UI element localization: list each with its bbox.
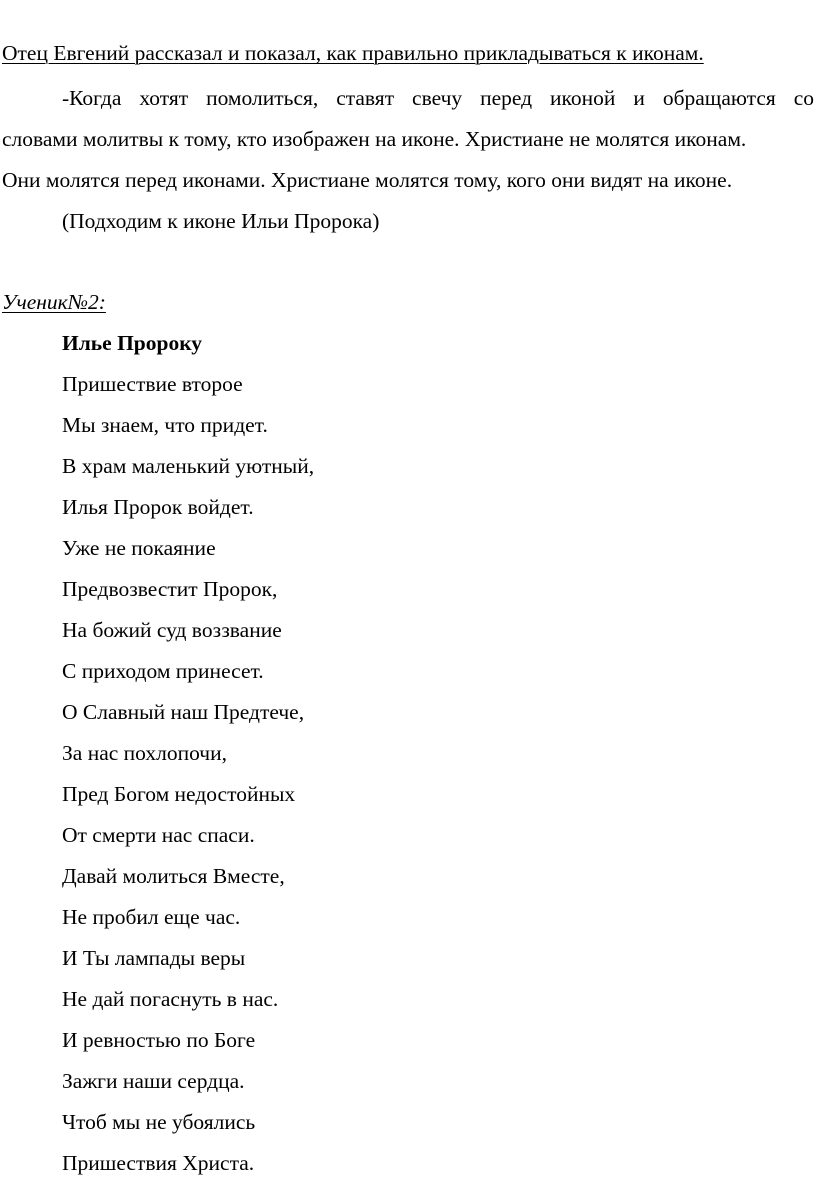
poem-line: С приходом принесет.	[62, 659, 264, 683]
poem-line: Давай молиться Вместе,	[62, 864, 285, 888]
poem-line: Не дай погаснуть в нас.	[62, 987, 279, 1011]
stage-direction: (Подходим к иконе Ильи Пророка)	[62, 209, 380, 233]
poem-line: В храм маленький уютный,	[62, 454, 315, 478]
speaker-label: Ученик№2:	[2, 290, 106, 314]
poem-line: Пред Богом недостойных	[62, 782, 296, 806]
poem-line: Не пробил еще час.	[62, 905, 241, 929]
poem-line: За нас похлопочи,	[62, 741, 227, 765]
poem-line: Мы знаем, что придет.	[62, 413, 268, 437]
poem-line: И Ты лампады веры	[62, 946, 246, 970]
poem-line: Зажги наши сердца.	[62, 1069, 245, 1093]
poem-line: От смерти нас спаси.	[62, 823, 255, 847]
speech-line-3: Они молятся перед иконами. Христиане молятся тому, кого они видят на иконе.	[2, 168, 733, 192]
poem-title: Илье Пророку	[62, 331, 203, 355]
speech-line-1: -Когда хотят помолиться, ставят свечу перед иконой и обращаются со	[62, 86, 814, 110]
speech-line-2: словами молитвы к тому, кто изображен на иконе. Христиане не молятся иконам.	[2, 127, 747, 151]
poem-line: Чтоб мы не убоялись	[62, 1110, 256, 1134]
poem-line: Илья Пророк войдет.	[62, 495, 254, 519]
poem-line: И ревностью по Боге	[62, 1028, 256, 1052]
poem-line: Пришествия Христа.	[62, 1151, 255, 1175]
intro-paragraph: Отец Евгений рассказал и показал, как правильно прикладываться к иконам.	[2, 41, 704, 65]
poem-line: Пришествие второе	[62, 372, 243, 396]
poem-line: На божий суд воззвание	[62, 618, 282, 642]
poem-line: О Славный наш Предтече,	[62, 700, 305, 724]
poem-line: Уже не покаяние	[62, 536, 216, 560]
poem-line: Предвозвестит Пророк,	[62, 577, 278, 601]
